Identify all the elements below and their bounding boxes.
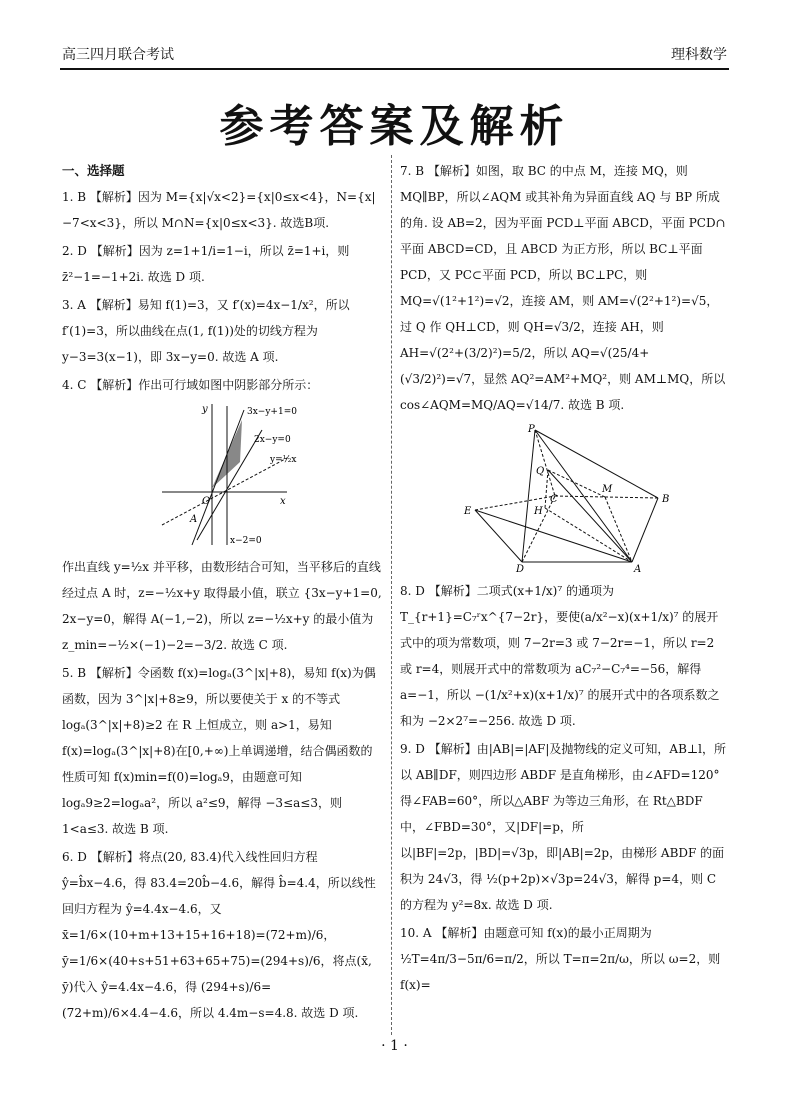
label-m: M — [602, 484, 613, 495]
header-left: 高三四月联合考试 — [62, 47, 174, 63]
answer-10: 10. A 【解析】由题意可知 f(x)的最小正周期为 ½T=4π/3−5π/6=π/2，所以 T=π=2π/ω，所以 ω=2，则 f(x)= — [400, 926, 721, 992]
answer-6: 6. D 【解析】将点(20, 83.4)代入线性回归方程 ŷ=b̂x−4.6，得 83.4=20b̂−4.6，解得 b̂=4.4，所以线性回归方程为 ŷ=4.4x−4.6，又 x̄=1/6×(10+m+13+15+16+18)=(72+m)/6，ȳ=1/6×(40+s+51+63+65+75)=(294+s)/6，将点(x̄, ȳ)代入 ŷ=4.4x−4.6，得 (294+s)/6=(72+m)/6×4.4−4.6，所以 4.4m−s=4.8. 故选 D 项. — [62, 850, 376, 1020]
label-h: H — [534, 506, 543, 517]
label-a: A — [190, 514, 198, 525]
answer-4: 4. C 【解析】作出可行域如图中阴影部分所示： — [62, 378, 319, 392]
pyramid-figure — [400, 422, 726, 572]
label-y: y — [202, 404, 208, 415]
feasible-region-figure — [62, 400, 384, 550]
label-l4: x−2=0 — [230, 536, 262, 546]
line-3x-y+1 — [192, 410, 244, 545]
label-o: O — [202, 496, 211, 507]
answer-1: 1. B 【解析】因为 M={x|√x<2}={x|0≤x<4}，N={x|−7<x<3}，所以 M∩N={x|0≤x<3}. 故选B项. — [62, 190, 376, 230]
label-q: Q — [536, 466, 545, 477]
section-heading: 一、选择题 — [62, 163, 125, 178]
answer-4-cont: 作出直线 y=½x 并平移，由数形结合可知，当平移后的直线经过点 A 时，z=−½x+y 取得最小值，联立 {3x−y+1=0, 2x−y=0，解得 A(−1,−2)，所以 z=−½x+y 的最小值为 z_min=−½×(−1)−2=−3/2. 故选 C 项. — [62, 560, 382, 652]
page-title: 参考答案及解析 — [219, 101, 570, 152]
label-d: D — [516, 564, 525, 572]
header-right: 理科数学 — [671, 47, 727, 63]
label-a2: A — [634, 564, 642, 572]
label-l2: 2x−y=0 — [254, 435, 291, 445]
header — [62, 44, 727, 66]
label-b: B — [662, 494, 670, 505]
column-divider — [391, 155, 392, 1035]
page-number: · 1 · — [381, 1038, 408, 1054]
right-column — [400, 158, 726, 998]
label-e: E — [464, 506, 472, 517]
answer-8: 8. D 【解析】二项式(x+1/x)⁷ 的通项为 T_{r+1}=C₇ʳx^{7−2r}，要使(a/x²−x)(x+1/x)⁷ 的展开式中的项为常数项，则 7−2r=3 或 7−2r=−1，所以 r=2 或 r=4，则展开式中的常数项为 aC₇²−C₇⁴=−56，解得 a=−1，所以 −(1/x²+x)(x+1/x)⁷ 的展开式中的各项系数之和为 −2×2⁷=−256. 故选 D 项. — [400, 584, 720, 728]
answer-2: 2. D 【解析】因为 z=1+1/i=1−i，所以 z̄=1+i，则 z̄²−1=−1+2i. 故选 D 项. — [62, 244, 350, 284]
label-l3: y=½x — [270, 455, 297, 465]
answer-7: 7. B 【解析】如图，取 BC 的中点 M，连接 MQ，则 MQ∥BP，所以∠AQM 或其补角为异面直线 AQ 与 BP 所成的角. 设 AB=2，因为平面 PCD⊥平面 ABCD，平面 PCD∩平面 ABCD=CD，且 ABCD 为正方形，所以 BC⊥平面 PCD，又 PC⊂平面 PCD，所以 BC⊥PC，则 MQ=√(1²+1²)=√2，连接 AM，则 AM=√(2²+1²)=√5，过 Q 作 QH⊥CD，则 QH=√3/2，连接 AH，则 AH=√(2²+(3/2)²)=5/2，所以 AQ=√(25/4+(√3/2)²)=√7，显然 AQ²=AM²+MQ²，则 AM⊥MQ，所以 cos∠AQM=MQ/AQ=√14/7. 故选 B 项. — [400, 164, 726, 412]
left-column — [62, 158, 384, 1026]
header-rule — [60, 68, 729, 70]
answer-3: 3. A 【解析】易知 f(1)=3，又 f′(x)=4x−1/x²，所以 f′(1)=3，所以曲线在点(1, f(1))处的切线方程为 y−3=3(x−1)，即 3x−y=0. 故选 A 项. — [62, 298, 350, 364]
label-c: C — [550, 494, 558, 505]
label-p: P — [528, 424, 535, 435]
answer-9: 9. D 【解析】由|AB|=|AF|及抛物线的定义可知，AB⊥l，所以 AB∥DF，则四边形 ABDF 是直角梯形，由∠AFD=120°得∠FAB=60°，所以△ABF 为等边三角形，在 Rt△BDF 中，∠FBD=30°，又|DF|=p，所以|BF|=2p，|BD|=√3p，即|AB|=2p，由梯形 ABDF 的面积为 24√3，得 ½(p+2p)×√3p=24√3，解得 p=4，则 C 的方程为 y²=8x. 故选 D 项. — [400, 742, 727, 912]
answer-5: 5. B 【解析】令函数 f(x)=logₐ(3^|x|+8)，易知 f(x)为偶函数，因为 3^|x|+8≥9，所以要使关于 x 的不等式 logₐ(3^|x|+8)≥2 在 R 上恒成立，则 a>1，易知 f(x)=logₐ(3^|x|+8)在[0,+∞)上单调递增，结合偶函数的性质可知 f(x)min=f(0)=logₐ9，由题意可知 logₐ9≥2=logₐa²，所以 a²≤9，解得 −3≤a≤3，则 1<a≤3. 故选 B 项. — [62, 666, 376, 836]
label-x: x — [280, 496, 286, 507]
label-l1: 3x−y+1=0 — [247, 407, 297, 417]
